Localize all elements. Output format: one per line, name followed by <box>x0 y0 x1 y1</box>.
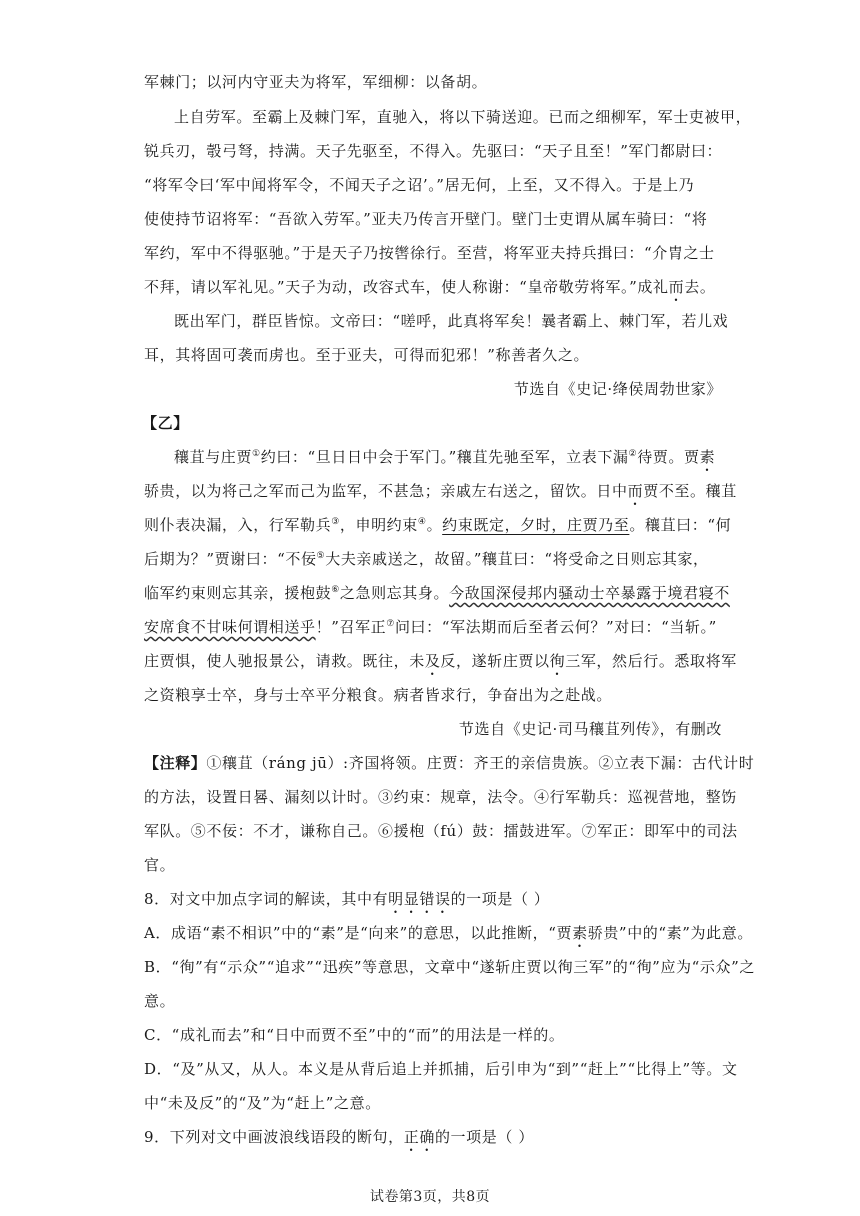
wavy-underlined-segment: 安席食不甘味何谓相送乎 <box>144 618 316 636</box>
passage-line: 临军约束则忘其亲，援枹鼓⑥之急则忘其身。今敌国深侵邦内骚动士卒暴露于境君寝不 <box>144 584 730 602</box>
passage-line: 使使持节诏将军：“吾欲入劳军。”亚夫乃传言开壁门。壁门士吏谓从属车骑曰：“将 <box>144 210 708 228</box>
dotted-char: 而 <box>627 482 644 500</box>
notes-line: 军队。⑤不佞：不才，谦称自己。⑥援枹（fú）鼓：擂鼓进军。⑦军正：即军中的司法 <box>144 822 738 840</box>
source-citation-yi: 节选自《史记·司马穰苴列传》，有删改 <box>458 720 722 738</box>
dotted-char: 素 <box>699 448 716 466</box>
passage-line: 军棘门；以河内守亚夫为将军，军细柳：以备胡。 <box>144 73 488 91</box>
dotted-char: 及 <box>424 652 441 670</box>
page-footer: 试卷第3页，共8页 <box>369 1189 491 1205</box>
source-citation-jia: 节选自《史记·绛侯周勃世家》 <box>513 380 722 398</box>
q8-option-d-cont: 中“未及反”的“及”为“赶上”之意。 <box>144 1094 381 1112</box>
passage-line: 锐兵刃，彀弓弩，持满。天子先驱至，不得入。先驱曰：“天子且至！”军门都尉曰： <box>144 142 723 160</box>
passage-line: 不拜，请以军礼见。”天子为动，改容式车，使人称谢：“皇帝敬劳将军。”成礼而去。 <box>144 278 716 296</box>
section-heading-yi: 【乙】 <box>142 414 189 432</box>
passage-line: 耳，其将固可袭而虏也。至于亚夫，可得而犯邪！”称善者久之。 <box>144 346 590 364</box>
passage-line: 则仆表决漏，入，行军勒兵③，申明约束④。约束既定，夕时，庄贾乃至。穰苴曰：“何 <box>144 516 732 534</box>
q8-option-d[interactable]: D．“及”从又，从人。本义是从背后追上并抓捕，后引申为“到”“赶上”“比得上”等。文 <box>144 1060 738 1078</box>
notes-line: 官。 <box>144 856 176 874</box>
question-8-stem: 8．对文中加点字词的解读，其中有明显错误的一项是（ ） <box>144 890 550 908</box>
q8-option-b[interactable]: B．“徇”有“示众”“追求”“迅疾”等意思，文章中“遂斩庄贾以徇三军”的“徇”应为“示众”之 <box>144 958 755 976</box>
underlined-sentence: 约束既定，夕时，庄贾乃至 <box>442 516 630 534</box>
q8-option-a[interactable]: A．成语“素不相识”中的“素”是“向来”的意思，以此推断，“贾素骄贵”中的“素”为此意。 <box>144 924 753 942</box>
passage-line: 安席食不甘味何谓相送乎！”召军正⑦问曰：“军法期而后至者云何？”对曰：“当斩。” <box>144 618 717 636</box>
passage-line: 穰苴与庄贾①约曰：“旦日日中会于军门。”穰苴先驰至军，立表下漏②待贾。贾素 <box>174 448 716 466</box>
passage-line: 庄贾惧，使人驰报景公，请救。既往，未及反，遂斩庄贾以徇三军，然后行。悉取将军 <box>144 652 737 670</box>
passage-line: 骄贵，以为将己之军而己为监军，不甚急；亲戚左右送之，留饮。日中而贾不至。穰苴 <box>144 482 737 500</box>
passage-line: 既出军门，群臣皆惊。文帝曰：“嗟呼，此真将军矣！曩者霸上、棘门军，若儿戏 <box>174 312 729 330</box>
q8-option-b-cont: 意。 <box>144 992 176 1010</box>
passage-line: 后期为？”贾谢曰：“不佞⑤大夫亲戚送之，故留。”穰苴曰：“将受命之日则忘其家， <box>144 550 709 568</box>
wavy-underlined-segment: 今敌国深侵邦内骚动士卒暴露于境君寝不 <box>449 584 730 602</box>
notes-line: 【注释】①穰苴（ráng jū）:齐国将领。庄贾：齐王的亲信贵族。②立表下漏：古代计时 <box>144 754 755 772</box>
passage-line: 军约，军中不得驱驰。”于是天子乃按辔徐行。至营，将军亚夫持兵揖曰：“介胄之士 <box>144 244 715 262</box>
emphasis-text: 明显错误 <box>388 890 451 908</box>
q8-option-c[interactable]: C．“成礼而去”和“日中而贾不至”中的“而”的用法是一样的。 <box>144 1026 565 1044</box>
passage-line: “将军令曰‘军中闻将军令，不闻天子之诏’。”居无何，上至，又不得入。于是上乃 <box>144 176 695 194</box>
notes-line: 的方法，设置日晷、漏刻以计时。③约束：规章，法令。④行军勒兵：巡视营地，整饬 <box>144 788 737 806</box>
notes-label: 【注释】 <box>144 754 207 772</box>
emphasis-text: 正确 <box>403 1128 435 1146</box>
question-9-stem: 9．下列对文中画波浪线语段的断句，正确的一项是（ ） <box>144 1128 534 1146</box>
passage-line: 之资粮享士卒，身与士卒平分粮食。病者皆求行，争奋出为之赴战。 <box>144 686 613 704</box>
dotted-char: 素 <box>572 924 588 942</box>
passage-line: 上自劳军。至霸上及棘门军，直驰入，将以下骑送迎。已而之细柳军，军士吏被甲， <box>174 108 752 126</box>
dotted-char: 而 <box>668 278 685 296</box>
dotted-char: 徇 <box>549 652 566 670</box>
